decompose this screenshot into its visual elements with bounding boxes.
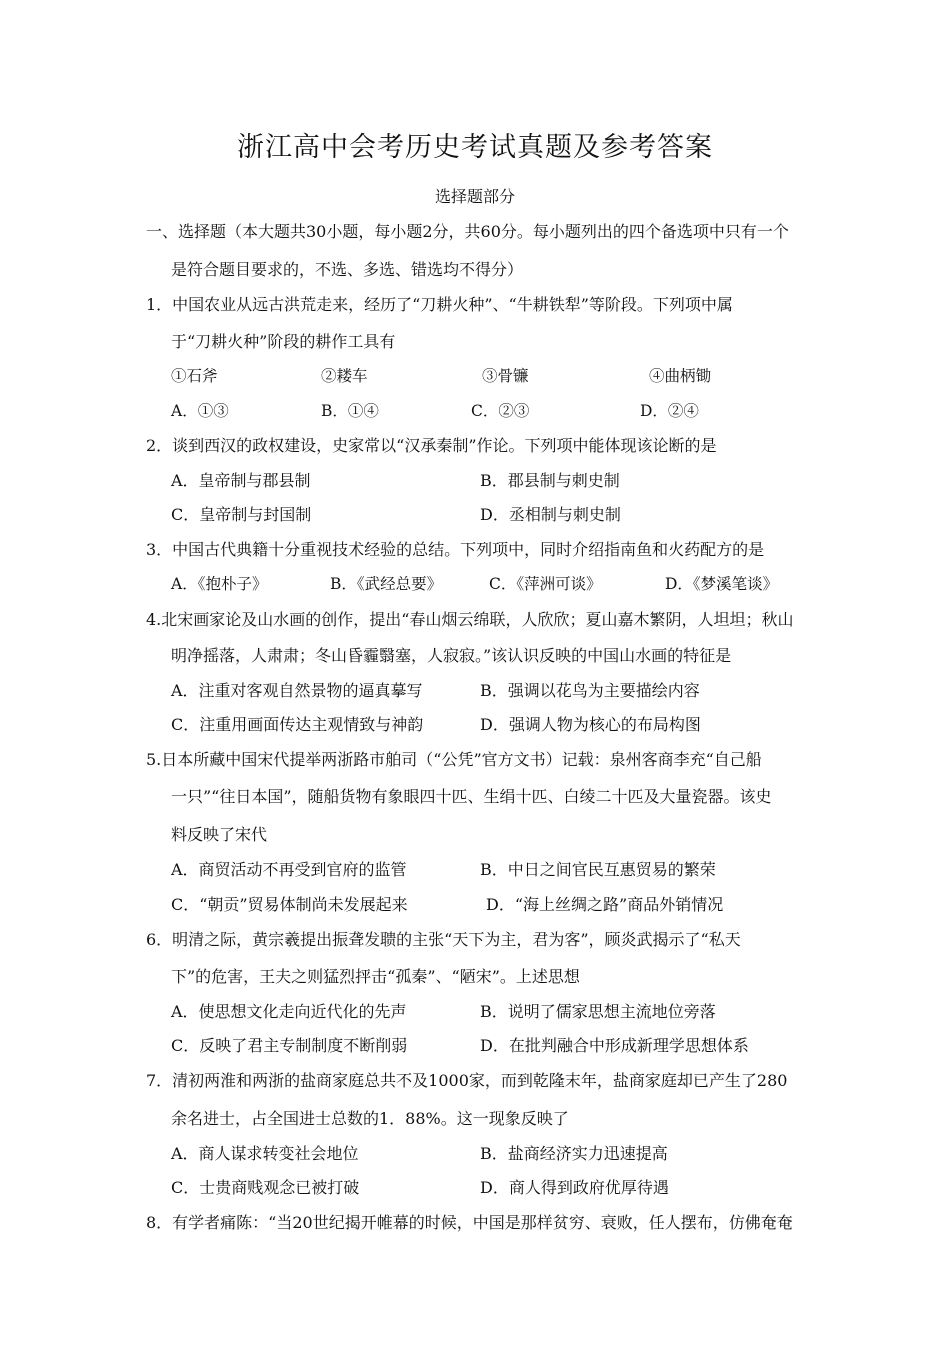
question-4-stem: 4.北宋画家论及山水画的创作，提出“春山烟云绵联，人欣欣；夏山嘉木繁阴，人坦坦；秋山	[146, 610, 794, 629]
question-5-option-c: C．“朝贡”贸易体制尚未发展起来	[171, 895, 408, 914]
question-6-stem: 6．明清之际，黄宗羲提出振聋发聩的主张“天下为主，君为客”，顾炎武揭示了“私天	[146, 930, 741, 949]
question-3-stem: 3．中国古代典籍十分重视技术经验的总结。下列项中，同时介绍指南鱼和火药配方的是	[146, 540, 765, 559]
question-7-option-d: D．商人得到政府优厚待遇	[480, 1178, 669, 1197]
question-2-stem: 2．谈到西汉的政权建设，史家常以“汉承秦制”作论。下列项中能体现该论断的是	[146, 436, 717, 455]
question-1-option-d: D．②④	[640, 402, 699, 420]
question-5-option-a: A．商贸活动不再受到官府的监管	[171, 860, 407, 879]
question-5-option-b: B．中日之间官民互惠贸易的繁荣	[480, 860, 716, 879]
question-8-stem: 8．有学者痛陈：“当20世纪揭开帷幕的时候，中国是那样贫穷、衰败，任人摆布，仿佛奄奄	[146, 1213, 793, 1232]
question-2-option-b: B．郡县制与刺史制	[480, 471, 620, 490]
question-4-option-d: D．强调人物为核心的布局构图	[480, 715, 701, 734]
question-1-item: ④曲柄锄	[649, 367, 712, 385]
question-5-stem-cont: 一只”“往日本国”，随船货物有象眼四十匹、生绢十匹、白绫二十匹及大量瓷器。该史	[171, 787, 772, 806]
question-7-stem-cont: 余名进士，占全国进士总数的1．88%。这一现象反映了	[171, 1109, 569, 1128]
question-1-item: ③骨镰	[482, 367, 529, 385]
section-instruction-line-1: 一、选择题（本大题共30小题，每小题2分，共60分。每小题列出的四个备选项中只有一个	[146, 222, 789, 241]
question-1-option-c: C．②③	[471, 402, 530, 420]
question-6-option-c: C．反映了君主专制制度不断削弱	[171, 1036, 408, 1055]
question-3-option-a: A．《抱朴子》	[171, 575, 268, 593]
question-6-option-a: A．使思想文化走向近代化的先声	[171, 1002, 407, 1021]
question-6-option-b: B．说明了儒家思想主流地位旁落	[480, 1002, 716, 1021]
page-title: 浙江高中会考历史考试真题及参考答案	[237, 132, 713, 163]
question-3-option-c: C．《萍洲可谈》	[489, 575, 602, 593]
question-1-option-b: B．①④	[321, 402, 379, 420]
question-1-stem: 1．中国农业从远古洪荒走来，经历了“刀耕火种”、“牛耕铁犁”等阶段。下列项中属	[146, 295, 733, 314]
question-2-option-d: D．丞相制与刺史制	[480, 505, 621, 524]
question-1-item: ②耧车	[321, 367, 368, 385]
section-subtitle: 选择题部分	[434, 187, 515, 206]
question-6-option-d: D．在批判融合中形成新理学思想体系	[480, 1036, 749, 1055]
question-3-option-d: D．《梦溪笔谈》	[665, 575, 779, 593]
question-1-option-a: A．①③	[171, 402, 229, 420]
question-2-option-c: C．皇帝制与封国制	[171, 505, 312, 524]
question-1-stem-cont: 于“刀耕火种”阶段的耕作工具有	[171, 332, 396, 351]
question-4-option-c: C．注重用画面传达主观情致与神韵	[171, 715, 424, 734]
question-4-option-a: A．注重对客观自然景物的逼真摹写	[171, 681, 423, 700]
question-7-option-c: C．士贵商贱观念已被打破	[171, 1178, 360, 1197]
question-5-stem-cont: 料反映了宋代	[171, 825, 268, 844]
section-instruction-line-2: 是符合题目要求的，不选、多选、错选均不得分）	[171, 260, 524, 279]
question-3-option-b: B．《武经总要》	[330, 575, 443, 593]
question-5-option-d: D．“海上丝绸之路”商品外销情况	[486, 895, 724, 914]
question-7-stem: 7．清初两淮和两浙的盐商家庭总共不及1000家，而到乾隆末年，盐商家庭却已产生了280	[146, 1071, 788, 1090]
question-4-stem-cont: 明净摇落，人肃肃；冬山昏霾翳塞，人寂寂。”该认识反映的中国山水画的特征是	[171, 646, 732, 665]
question-5-stem: 5.日本所藏中国宋代提举两浙路市舶司（“公凭”官方文书）记载：泉州客商李充“自己船	[146, 750, 762, 769]
question-7-option-b: B．盐商经济实力迅速提高	[480, 1144, 668, 1163]
question-6-stem-cont: 下”的危害，王夫之则猛烈抨击“孤秦”、“陋宋”。上述思想	[171, 967, 580, 986]
question-7-option-a: A．商人谋求转变社会地位	[171, 1144, 359, 1163]
question-1-item: ①石斧	[171, 367, 218, 385]
question-2-option-a: A．皇帝制与郡县制	[171, 471, 311, 490]
question-4-option-b: B．强调以花鸟为主要描绘内容	[480, 681, 700, 700]
